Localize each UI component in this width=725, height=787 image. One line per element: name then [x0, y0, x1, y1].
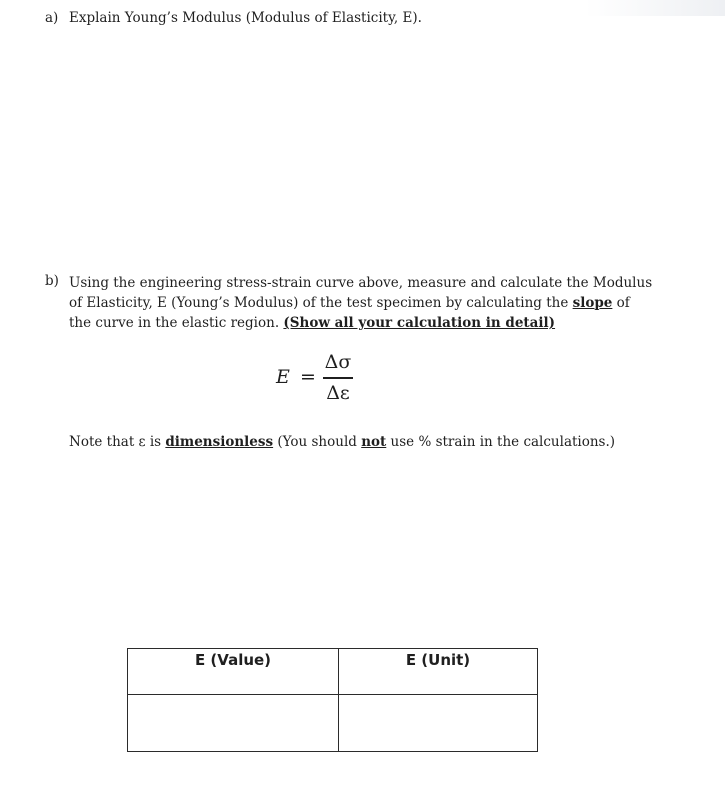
formula-fraction: [323, 350, 353, 405]
e-value-cell[interactable]: [128, 695, 339, 752]
question-b-label: b): [45, 273, 59, 289]
question-a-text: Explain Young’s Modulus (Modulus of Elasticity, E).: [69, 10, 422, 26]
question-b-text: [69, 273, 652, 333]
header-e-unit: E (Unit): [339, 649, 538, 695]
dimensionless-emphasis: dimensionless: [165, 434, 274, 450]
note-text-end: use % strain in the calculations.): [386, 434, 616, 450]
question-b-line2-text: of Elasticity, E (Young’s Modulus) of the test specimen by calculating the: [69, 295, 573, 311]
strain-note: [69, 432, 615, 452]
show-calculation-emphasis: (Show all your calculation in detail): [283, 315, 556, 331]
note-text-middle: (You should: [273, 434, 362, 450]
question-b-line1: Using the engineering stress-strain curve above, measure and calculate the Modulus: [69, 275, 653, 291]
answer-table-row: [128, 695, 538, 752]
slope-emphasis: slope: [572, 295, 613, 311]
answer-table-header-row: [128, 649, 538, 695]
formula-numerator: Δσ: [324, 351, 352, 373]
question-b-line2: [69, 293, 652, 313]
question-b-label-row: [45, 273, 69, 289]
question-b-line3-text: the curve in the elastic region.: [69, 315, 284, 331]
header-e-value: E (Value): [128, 649, 339, 695]
formula-denominator: Δε: [326, 382, 350, 404]
question-a-label: a): [45, 10, 59, 26]
question-b-line3: [69, 313, 652, 333]
answer-table: [127, 648, 538, 752]
page-corner-shade: [585, 0, 725, 16]
question-b-line2-end: of: [612, 295, 630, 311]
formula-lhs: E: [276, 366, 290, 388]
question-a: [45, 10, 422, 26]
note-text-start: Note that ε is: [69, 434, 166, 450]
e-unit-cell[interactable]: [339, 695, 538, 752]
fraction-bar: [323, 377, 353, 379]
formula-equals: =: [300, 366, 316, 388]
not-emphasis: not: [361, 434, 387, 450]
